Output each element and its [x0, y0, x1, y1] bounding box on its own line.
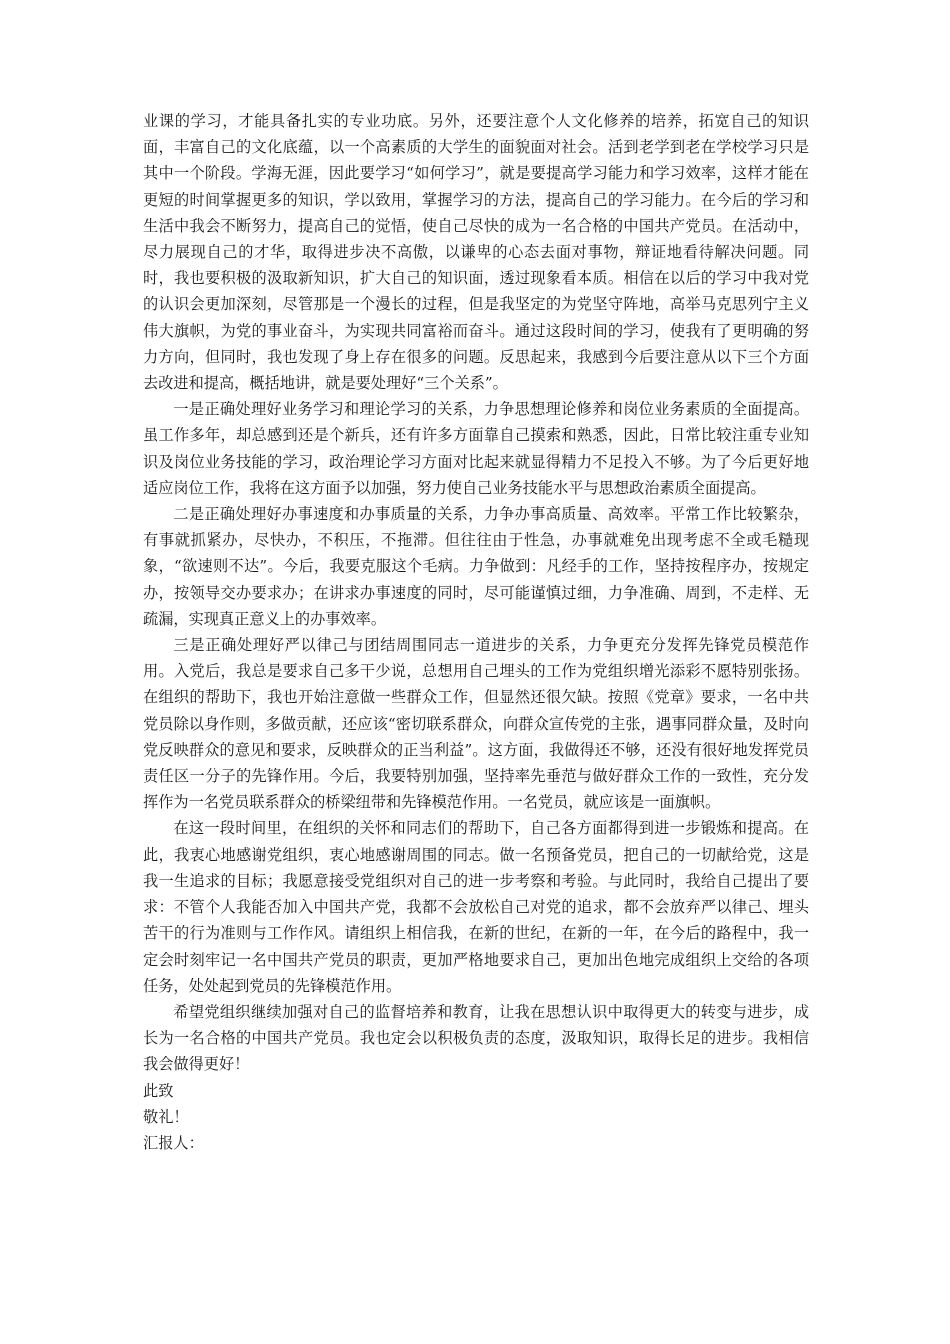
paragraph-second-relation: 二是正确处理好办事速度和办事质量的关系，力争办事高质量、高效率。平常工作比较繁杂，有事就抓紧办，尽快办，不积压，不拖滞。但往往由于性急，办事就难免出现考虑不全或毛糙现象，“欲速则不达”。今后，我要克服这个毛病。力争做到：凡经手的工作，坚持按程序办，按规定办，按领导交办要求办；在讲求办事速度的同时，尽可能谨慎过细，力争准确、周到，不走样、无疏漏，实现真正意义上的办事效率。: [143, 505, 809, 628]
closing-salutation: 此致: [143, 1081, 174, 1100]
paragraph-first-relation: 一是正确处理好业务学习和理论学习的关系，力争思想理论修养和岗位业务素质的全面提高。虽工作多年，却总感到还是个新兵，还有许多方面靠自己摸索和熟悉，因此，日常比较注重专业知识及岗位业务技能的学习，政治理论学习方面对比起来就显得精力不足投入不够。为了今后更好地适应岗位工作，我将在这方面予以加强，努力使自己业务技能水平与思想政治素质全面提高。: [143, 400, 809, 497]
paragraph-hope: 希望党组织继续加强对自己的监督培养和教育，让我在思想认识中取得更大的转变与进步，成长为一名合格的中国共产党员。我也定会以积极负责的态度，汲取知识，取得长足的进步。我相信我会做得更好！: [143, 1002, 809, 1074]
paragraph-third-relation: 三是正确处理好严以律己与团结周围同志一道进步的关系，力争更充分发挥先锋党员模范作用。入党后，我总是要求自己多干少说，总想用自己埋头的工作为党组织增光添彩不愿特别张扬。在组织的帮助下，我也开始注意做一些群众工作，但显然还很欠缺。按照《党章》要求，一名中共党员除以身作则，多做贡献，还应该“密切联系群众，向群众宣传党的主张，遇事同群众量，及时向党反映群众的意见和要求，反映群众的正当利益”。这方面，我做得还不够，还没有很好地发挥党员责任区一分子的先锋作用。今后，我要特别加强，坚持率先垂范与做好群众工作的一致性，充分发挥作为一名党员联系群众的桥梁纽带和先锋模范作用。一名党员，就应该是一面旗帜。: [143, 636, 809, 812]
paragraph-continuation: 业课的学习，才能具备扎实的专业功底。另外，还要注意个人文化修养的培养，拓宽自己的知识面，丰富自己的文化底蕴，以一个高素质的大学生的面貌面对社会。活到老学到老在学校学习只是其中一个阶段。学海无涯，因此要学习“如何学习”，就是要提高学习能力和学习效率，这样才能在更短的时间掌握更多的知识，学以致用，掌握学习的方法，提高自己的学习能力。在今后的学习和生活中我会不断努力，提高自己的觉悟，使自己尽快的成为一名合格的中国共产党员。在活动中，尽力展现自己的才华，取得进步决不高傲，以谦卑的心态去面对事物，辩证地看待解决问题。同时，我也要积极的汲取新知识，扩大自己的知识面，透过现象看本质。相信在以后的学习中我对党的认识会更加深刻，尽管那是一个漫长的过程，但是我坚定的为党坚守阵地，高举马克思列宁主义伟大旗帜，为党的事业奋斗，为实现共同富裕而奋斗。通过这段时间的学习，使我有了更明确的努力方向，但同时，我也发现了身上存在很多的问题。反思起来，我感到今后要注意从以下三个方面去改进和提高，概括地讲，就是要处理好“三个关系”。: [143, 112, 809, 393]
closing-respect: 敬礼！: [143, 1107, 189, 1126]
reporter-label: 汇报人：: [143, 1133, 204, 1152]
document-page: [143, 108, 809, 1156]
paragraph-gratitude: 在这一段时间里，在组织的关怀和同志们的帮助下，自己各方面都得到进一步锻炼和提高。在此，我衷心地感谢党组织，衷心地感谢周围的同志。做一名预备党员，把自己的一切献给党，这是我一生追求的目标；我愿意接受党组织对自己的进一步考察和考验。与此同时，我给自己提出了要求：不管个人我能否加入中国共产党，我都不会放松自己对党的追求，都不会放弃严以律己、埋头苦干的行为准则与工作作风。请组织上相信我，在新的世纪，在新的一年，在今后的路程中，我一定会时刻牢记一名中国共产党员的职责，更加严格地要求自己，更加出色地完成组织上交给的各项任务，处处起到党员的先锋模范作用。: [143, 819, 809, 995]
